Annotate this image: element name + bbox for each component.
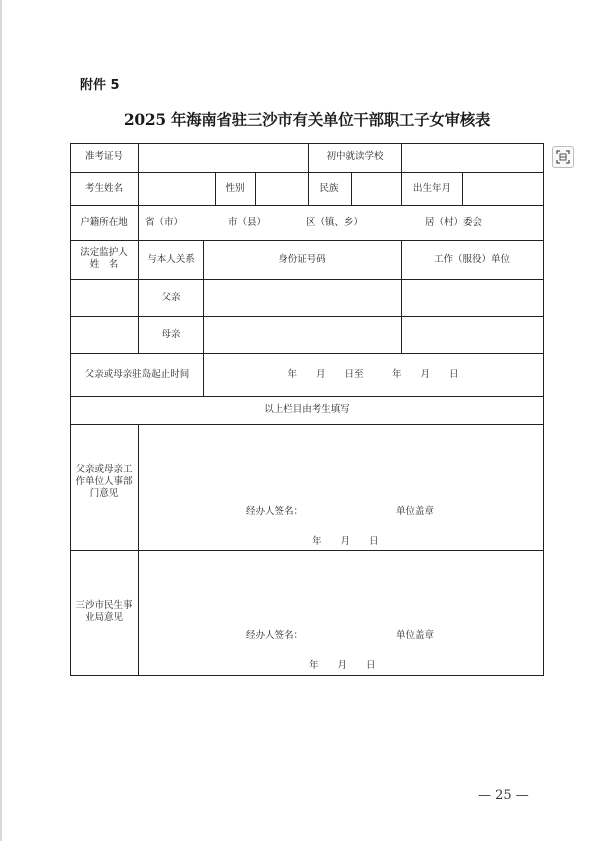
birth-label: 出生年月 (412, 183, 452, 194)
hr-handler-signature-label: 经办人签名： (246, 506, 304, 517)
bureau-opinion-label: 三沙市民生事业局意见 (75, 600, 133, 623)
hukou-committee: 居（村）委会 (425, 217, 483, 228)
hukou-province: 省（市） (145, 217, 184, 228)
guardian-label (80, 247, 128, 271)
page-edge (0, 0, 2, 841)
ethnicity-label: 民族 (319, 183, 339, 194)
work-unit-label: 工作（服役）单位 (433, 254, 511, 265)
mother-label: 母亲 (161, 329, 181, 340)
id-number-label: 身份证号码 (278, 254, 326, 265)
attachment-label: 附件 5 (80, 78, 120, 93)
relation-label: 与本人关系 (147, 254, 195, 265)
scan-button[interactable] (552, 146, 574, 168)
page-number: — 25 — (478, 788, 529, 803)
applicant-fill-note: 以上栏目由考生填写 (264, 404, 350, 415)
hukou-city: 市（县） (228, 217, 267, 228)
period-label: 父亲或母亲驻岛起止时间 (84, 369, 190, 380)
hr-opinion-label: 父亲或母亲工作单位人事部门意见 (75, 464, 133, 499)
hukou-label: 户籍所在地 (80, 217, 128, 228)
review-form-table (70, 143, 544, 676)
guardian-label-line2: 姓 名 (89, 258, 119, 270)
bureau-handler-signature-label: 经办人签名： (246, 630, 304, 641)
scan-icon (556, 150, 570, 164)
guardian-label-line1: 法定监护人 (80, 247, 128, 258)
gender-label: 性别 (225, 183, 245, 194)
form-title: 2025 年海南省驻三沙市有关单位干部职工子女审核表 (123, 110, 491, 129)
hukou-district: 区（镇、乡） (306, 217, 364, 228)
school-label: 初中就读学校 (326, 151, 384, 162)
father-label: 父亲 (161, 292, 181, 303)
period-date-range: 年 月 日至 年 月 日 (287, 369, 459, 380)
bureau-date: 年 月 日 (309, 660, 376, 671)
exam-id-label: 准考证号 (84, 151, 124, 162)
hr-unit-seal-label: 单位盖章 (396, 506, 435, 517)
hr-date: 年 月 日 (312, 536, 379, 547)
bureau-unit-seal-label: 单位盖章 (396, 630, 435, 641)
name-label: 考生姓名 (84, 183, 124, 194)
